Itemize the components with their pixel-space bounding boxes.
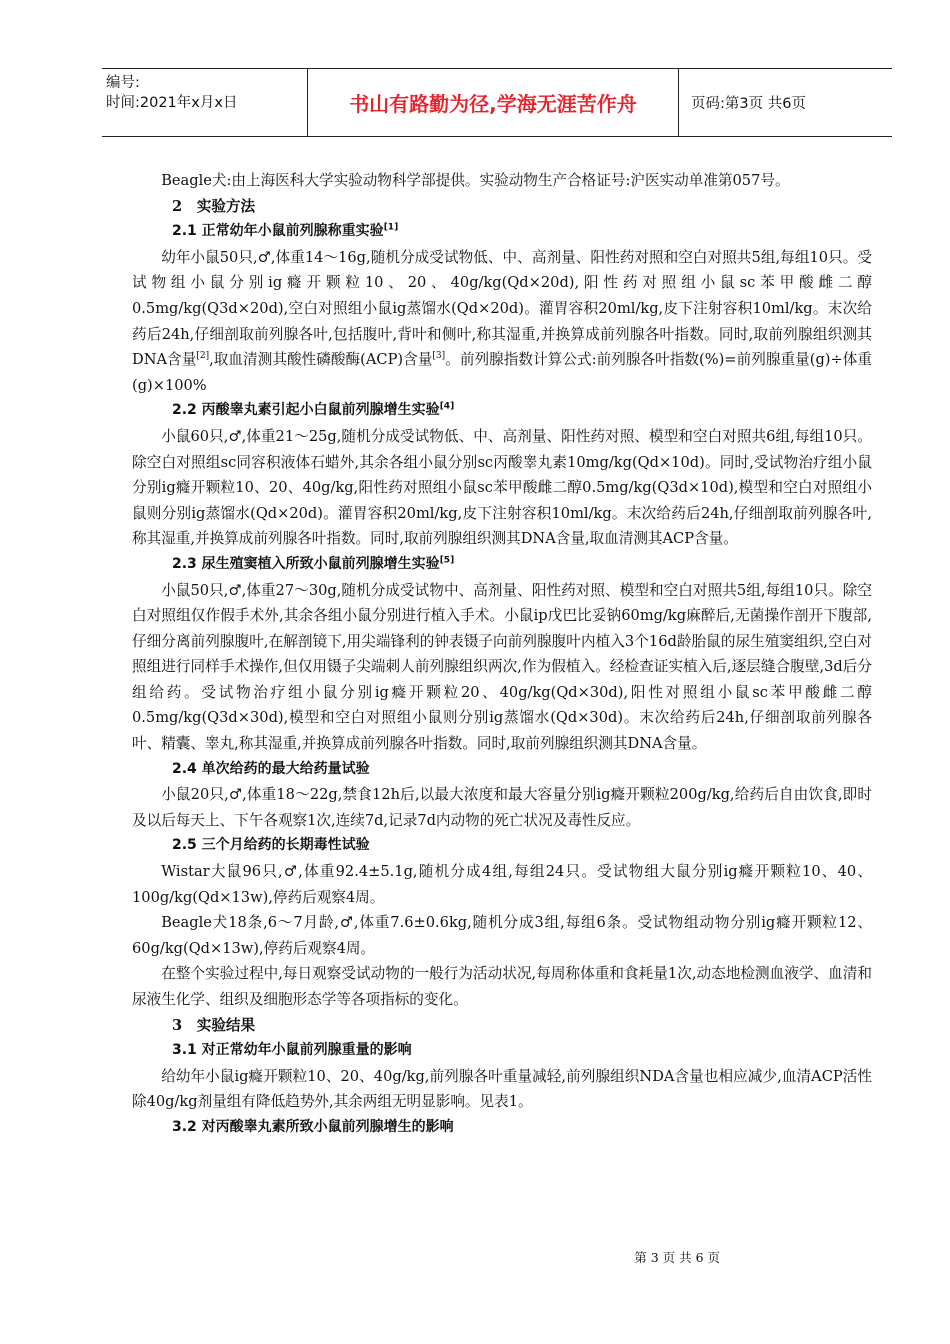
subsection-heading-2-3 (132, 552, 872, 578)
paragraph-2-3: 小鼠50只,♂,体重27～30g,随机分成受试物中、高剂量、阳性药对照、模型和空白对照共5组,每组10只。除空白对照组仅作假手术外,其余各组小鼠分别进行植入手术。小鼠ip戊巴比妥钠60mg/kg麻醉后,无菌操作剖开下腹部,仔细分离前列腺腹叶,在解剖镜下,用尖端锋利的钟表镊子向前列腺腹叶内植入3个16d龄胎鼠的尿生殖窦组织,空白对照组进行同样手术操作,但仅用镊子尖端刺人前列腺组织两次,作为假植入。经检查证实植入后,逐层缝合腹壁,3d后分组给药。受试物治疗组小鼠分别ig癃开颗粒20、40g/kg(Qd×30d),阳性对照组小鼠sc苯甲酸雌二醇0.5mg/kg(Q3d×30d),模型和空白对照组小鼠则分别ig蒸馏水(Qd×30d)。末次给药后24h,仔细剖取前列腺各叶、精囊、睾丸,称其湿重,并换算成前列腺各叶指数。同时,取前列腺组织测其DNA含量。 (132, 581, 872, 753)
heading-text: 2.3 尿生殖窦植入所致小鼠前列腺增生实验 (172, 555, 440, 572)
paragraph-text: 。前列腺指数计算公式:前列腺各叶指数(%)=前列腺重量(g)÷体重(g)×100% (132, 351, 873, 394)
paragraph-2-5-observation: 在整个实验过程中,每日观察受试动物的一般行为活动状况,每周称体重和食耗量1次,动态地检测血液学、血清和尿液生化学、组织及细胞形态学等各项指标的变化。 (132, 965, 872, 1008)
heading-text: 2.1 正常幼年小鼠前列腺称重实验 (172, 223, 384, 240)
paragraph-text: ,取血清测其酸性磷酸酶(ACP)含量 (209, 351, 433, 369)
paragraph-2-5-wistar: Wistar大鼠96只,♂,体重92.4±5.1g,随机分成4组,每组24只。受试物组大鼠分别ig癃开颗粒10、40、100g/kg(Qd×13w),停药后观察4周。 (132, 863, 872, 906)
heading-text: 2.2 丙酸睾丸素引起小白鼠前列腺增生实验 (172, 402, 440, 419)
document-number-label: 编号: (106, 75, 140, 91)
citation-ref: [4] (439, 401, 455, 412)
citation-ref: [3] (432, 351, 446, 362)
header-motto: 书山有路勤为径,学海无涯苦作舟 (308, 69, 679, 136)
citation-ref: [1] (383, 222, 399, 233)
citation-ref: [2] (196, 351, 210, 362)
section-heading-methods: 2 实验方法 (172, 197, 256, 215)
subsection-heading-2-5: 2.5 三个月给药的长期毒性试验 (172, 837, 370, 854)
paragraph-3-1: 给幼年小鼠ig癃开颗粒10、20、40g/kg,前列腺各叶重量减轻,前列腺组织NDA含量也相应减少,血清ACP活性除40g/kg剂量组有降低趋势外,其余两组无明显影响。见表1。 (132, 1067, 872, 1111)
page-header (102, 68, 892, 137)
paragraph-beagle-source: Beagle犬:由上海医科大学实验动物科学部提供。实验动物生产合格证号:沪医实动单准第057号。 (161, 172, 790, 189)
subsection-heading-2-2 (132, 398, 872, 424)
document-body (132, 168, 872, 1141)
subsection-heading-2-4: 2.4 单次给药的最大给药量试验 (172, 760, 370, 777)
header-meta (102, 69, 308, 136)
paragraph-2-2: 小鼠60只,♂,体重21～25g,随机分成受试物低、中、高剂量、阳性药对照、模型和空白对照共6组,每组10只。除空白对照组sc同容积液体石蜡外,其余各组小鼠分别sc丙酸睾丸素10mg/kg(Qd×10d)。同时,受试物治疗组小鼠分别ig癃开颗粒10、20、40g/kg,阳性药对照组小鼠sc苯甲酸雌二醇0.5mg/kg(Q3d×10d),模型和空白对照组小鼠则分别ig蒸馏水(Qd×20d)。灌胃容积20ml/kg,皮下注射容积10ml/kg。末次给药后24h,仔细剖取前列腺各叶,称其湿重,并换算成前列腺各叶指数。同时,取前列腺组织测其DNA含量,取血清测其ACP含量。 (132, 427, 872, 548)
paragraph-2-5-beagle: Beagle犬18条,6～7月龄,♂,体重7.6±0.6kg,随机分成3组,每组6条。受试物组动物分别ig癃开颗粒12、60g/kg(Qd×13w),停药后观察4周。 (132, 914, 872, 957)
citation-ref: [5] (439, 555, 455, 566)
subsection-heading-3-2: 3.2 对丙酸睾丸素所致小鼠前列腺增生的影响 (172, 1118, 454, 1135)
subsection-heading-2-1 (132, 219, 872, 245)
header-page-number: 页码:第3页 共6页 (691, 96, 806, 112)
footer-page-number: 第 3 页 共 6 页 (634, 1250, 720, 1265)
paragraph-2-4: 小鼠20只,♂,体重18～22g,禁食12h后,以最大浓度和最大容量分别ig癃开颗粒200g/kg,给药后自由饮食,即时及以后每天上、下午各观察1次,连续7d,记录7d内动物的死亡状况及毒性反应。 (132, 786, 872, 829)
section-heading-results: 3 实验结果 (172, 1016, 256, 1034)
paragraph-text: 幼年小鼠50只,♂,体重14～16g,随机分成受试物低、中、高剂量、阳性药对照和空白对照共5组,每组10只。受试物组小鼠分别ig癃开颗粒10、20、40g/kg(Qd×20d),阳性药对照组小鼠sc苯甲酸雌二醇0.5mg/kg(Q3d×20d),空白对照组小鼠ig蒸馏水(Qd×20d)。灌胃容积20ml/kg,皮下注射容积10ml/kg。末次给药后24h,仔细剖取前列腺各叶,包括腹叶,背叶和侧叶,称其湿重,并换算成前列腺各叶指数。同时,取前列腺组织测其DNA含量 (132, 248, 872, 369)
document-time-label: 时间:2021年x月x日 (106, 95, 238, 111)
paragraph-2-1 (132, 245, 872, 399)
subsection-heading-3-1: 3.1 对正常幼年小鼠前列腺重量的影响 (172, 1042, 412, 1059)
